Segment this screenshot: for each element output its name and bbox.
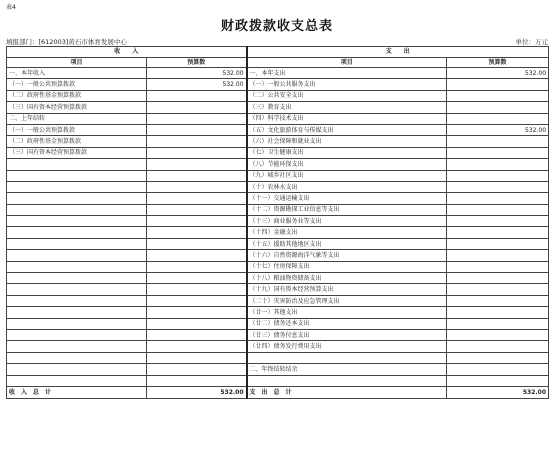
income-value-cell <box>147 113 247 124</box>
table-row <box>7 170 549 181</box>
income-item-cell <box>7 261 147 272</box>
expense-value-cell <box>447 90 549 101</box>
income-value-cell <box>147 204 247 215</box>
income-item-cell <box>7 204 147 215</box>
income-item-cell <box>7 307 147 318</box>
expense-budget-header: 预算数 <box>447 57 549 68</box>
expense-item-cell: 一、本年支出 <box>247 68 447 79</box>
expense-value-cell: 532.00 <box>447 68 549 79</box>
table-row <box>7 204 549 215</box>
income-total-label: 收 入 总 计 <box>7 386 147 398</box>
income-item-cell <box>7 181 147 192</box>
income-item-cell: （三）国有资本经营预算拨款 <box>7 102 147 113</box>
expense-value-cell <box>447 307 549 318</box>
reporting-unit: 填报部门：[612003]黄石市体育发展中心 <box>6 38 127 46</box>
expense-item-cell: （廿一）其他支出 <box>247 307 447 318</box>
expense-item-cell: （九）城乡社区支出 <box>247 170 447 181</box>
expense-value-cell <box>447 136 549 147</box>
table-row <box>7 124 549 135</box>
expense-value-cell <box>447 238 549 249</box>
income-item-cell: 一、本年收入 <box>7 68 147 79</box>
table-row <box>7 216 549 227</box>
expense-item-cell: （十七）住房保障支出 <box>247 261 447 272</box>
income-item-cell <box>7 295 147 306</box>
expense-value-cell <box>447 352 549 363</box>
table-row <box>7 90 549 101</box>
income-item-cell: （一）一般公共预算拨款 <box>7 124 147 135</box>
income-value-cell <box>147 341 247 352</box>
expense-item-cell: 二、年终结转结余 <box>247 364 447 375</box>
income-item-cell <box>7 159 147 170</box>
expense-item-cell: （十一）交通运输支出 <box>247 193 447 204</box>
expense-item-cell: （二十）灾害防治及应急管理支出 <box>247 295 447 306</box>
income-value-cell <box>147 307 247 318</box>
income-value-cell <box>147 284 247 295</box>
expense-value-cell <box>447 318 549 329</box>
income-item-cell: （二）政府性基金预算拨款 <box>7 90 147 101</box>
table-row <box>7 181 549 192</box>
income-value-cell: 532.00 <box>147 68 247 79</box>
expense-value-cell <box>447 216 549 227</box>
income-total-value: 532.00 <box>147 386 247 398</box>
income-item-header: 项目 <box>7 57 147 68</box>
expense-item-cell: （八）节能环保支出 <box>247 159 447 170</box>
income-value-cell <box>147 170 247 181</box>
table-row <box>7 102 549 113</box>
table-row <box>7 147 549 158</box>
income-value-cell <box>147 216 247 227</box>
expense-item-cell: （廿四）债务发行费用支出 <box>247 341 447 352</box>
table-row <box>7 261 549 272</box>
income-value-cell <box>147 250 247 261</box>
table-row <box>7 295 549 306</box>
expense-item-cell: （七）卫生健康支出 <box>247 147 447 158</box>
expense-item-cell: （十四）金融支出 <box>247 227 447 238</box>
expense-value-cell <box>447 341 549 352</box>
expense-item-header: 项目 <box>247 57 447 68</box>
expense-total-label: 支 出 总 计 <box>247 386 447 398</box>
expense-item-cell: （十五）援助其他地区支出 <box>247 238 447 249</box>
expense-value-cell <box>447 79 549 90</box>
income-item-cell <box>7 170 147 181</box>
income-item-cell <box>7 193 147 204</box>
expense-value-cell <box>447 147 549 158</box>
expense-item-cell: （二）公共安全支出 <box>247 90 447 101</box>
income-item-cell <box>7 364 147 375</box>
income-value-cell <box>147 261 247 272</box>
table-row <box>7 79 549 90</box>
expense-value-cell <box>447 295 549 306</box>
expense-item-cell: （三）教育支出 <box>247 102 447 113</box>
expense-header: 支 出 <box>247 47 549 58</box>
income-item-cell: （一）一般公共预算拨款 <box>7 79 147 90</box>
total-row <box>7 386 549 398</box>
currency-unit: 单位：万元 <box>515 38 548 46</box>
table-row <box>7 352 549 363</box>
section-header-row <box>7 47 549 58</box>
expense-value-cell <box>447 273 549 284</box>
income-item-cell: （三）国有资本经营预算拨款 <box>7 147 147 158</box>
table-row <box>7 364 549 375</box>
expense-value-cell <box>447 181 549 192</box>
income-value-cell <box>147 102 247 113</box>
table-row <box>7 284 549 295</box>
income-item-cell <box>7 238 147 249</box>
table-row <box>7 307 549 318</box>
income-item-cell <box>7 375 147 386</box>
expense-item-cell: （十六）自然资源海洋气象等支出 <box>247 250 447 261</box>
form-number: 表4 <box>6 4 16 11</box>
expense-item-cell: （十）农林水支出 <box>247 181 447 192</box>
income-value-cell <box>147 193 247 204</box>
income-value-cell <box>147 227 247 238</box>
expense-value-cell: 532.00 <box>447 124 549 135</box>
income-budget-header: 预算数 <box>147 57 247 68</box>
table-row <box>7 329 549 340</box>
expense-value-cell <box>447 364 549 375</box>
expense-value-cell <box>447 193 549 204</box>
income-value-cell <box>147 375 247 386</box>
expense-value-cell <box>447 284 549 295</box>
expense-value-cell <box>447 227 549 238</box>
expense-item-cell: （五）文化旅游体育与传媒支出 <box>247 124 447 135</box>
income-value-cell <box>147 238 247 249</box>
expense-item-cell: （廿二）债务还本支出 <box>247 318 447 329</box>
table-row <box>7 341 549 352</box>
table-row <box>7 68 549 79</box>
income-item-cell <box>7 329 147 340</box>
expense-value-cell <box>447 170 549 181</box>
income-value-cell <box>147 318 247 329</box>
page-title: 财政拨款收支总表 <box>220 19 333 34</box>
expense-value-cell <box>447 159 549 170</box>
expense-item-cell: （十九）国有资本经营预算支出 <box>247 284 447 295</box>
income-value-cell <box>147 159 247 170</box>
expense-value-cell <box>447 113 549 124</box>
income-header: 收 入 <box>7 47 247 58</box>
income-value-cell <box>147 181 247 192</box>
income-value-cell <box>147 124 247 135</box>
expense-item-cell <box>247 375 447 386</box>
income-value-cell <box>147 329 247 340</box>
income-item-cell <box>7 352 147 363</box>
table-row <box>7 113 549 124</box>
income-value-cell <box>147 352 247 363</box>
table-row <box>7 193 549 204</box>
table-row <box>7 318 549 329</box>
expense-value-cell <box>447 204 549 215</box>
income-value-cell <box>147 364 247 375</box>
table-row <box>7 250 549 261</box>
income-value-cell <box>147 147 247 158</box>
income-item-cell <box>7 250 147 261</box>
expense-total-value: 532.00 <box>447 386 549 398</box>
income-value-cell <box>147 273 247 284</box>
income-value-cell <box>147 136 247 147</box>
budget-table <box>6 46 549 399</box>
expense-value-cell <box>447 261 549 272</box>
income-value-cell <box>147 90 247 101</box>
expense-item-cell: （十八）粮油物资储备支出 <box>247 273 447 284</box>
expense-value-cell <box>447 102 549 113</box>
expense-value-cell <box>447 329 549 340</box>
income-value-cell <box>147 295 247 306</box>
income-value-cell: 532.00 <box>147 79 247 90</box>
table-row <box>7 227 549 238</box>
table-row <box>7 159 549 170</box>
expense-item-cell: （十二）资源勘探工业信息等支出 <box>247 204 447 215</box>
income-item-cell <box>7 318 147 329</box>
expense-item-cell: （四）科学技术支出 <box>247 113 447 124</box>
table-row <box>7 273 549 284</box>
expense-item-cell <box>247 352 447 363</box>
column-header-row <box>7 57 549 68</box>
table-row <box>7 136 549 147</box>
expense-value-cell <box>447 375 549 386</box>
income-item-cell <box>7 341 147 352</box>
income-item-cell <box>7 216 147 227</box>
income-item-cell <box>7 227 147 238</box>
income-item-cell: （二）政府性基金预算拨款 <box>7 136 147 147</box>
income-item-cell <box>7 284 147 295</box>
table-row <box>7 238 549 249</box>
expense-item-cell: （六）社会保障和就业支出 <box>247 136 447 147</box>
expense-value-cell <box>447 250 549 261</box>
expense-item-cell: （十三）商业服务业等支出 <box>247 216 447 227</box>
expense-item-cell: （一）一般公共服务支出 <box>247 79 447 90</box>
income-item-cell <box>7 273 147 284</box>
expense-item-cell: （廿三）债务付息支出 <box>247 329 447 340</box>
income-item-cell: 二、上年结转 <box>7 113 147 124</box>
table-row <box>7 375 549 386</box>
